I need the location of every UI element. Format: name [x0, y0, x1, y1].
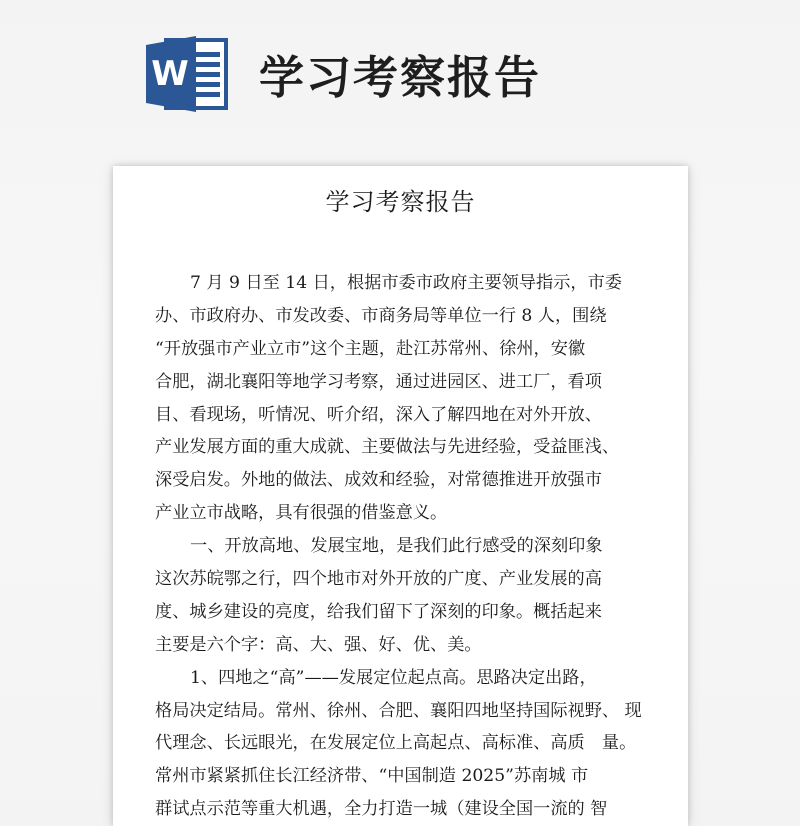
document-line: 常州市紧紧抓住长江经济带、“中国制造 2025”苏南城 市: [155, 766, 589, 787]
document-line: 度、城乡建设的亮度，给我们留下了深刻的印象。概括起来: [155, 601, 602, 622]
document-line: 目、看现场，听情况、听介绍，深入了解四地在对外开放、: [155, 404, 602, 425]
document-line: 一、开放高地、发展宝地，是我们此行感受的深刻印象: [190, 536, 603, 557]
document-line: 产业发展方面的重大成就、主要做法与先进经验，受益匪浅、: [155, 437, 620, 458]
document-line: 这次苏皖鄂之行，四个地市对外开放的广度、产业发展的高: [155, 569, 602, 590]
document-line: 主要是六个字：高、大、强、好、优、美。: [155, 634, 482, 655]
document-line: 格局决定结局。常州、徐州、合肥、襄阳四地坚持国际视野、 现: [155, 700, 642, 721]
document-page: [113, 166, 688, 826]
document-line: 合肥，湖北襄阳等地学习考察，通过进园区、进工厂，看项: [155, 371, 602, 392]
document-line: 7 月 9 日至 14 日，根据市委市政府主要领导指示，市委: [190, 273, 622, 293]
word-document-icon: [144, 34, 230, 114]
word-logo-letter: W: [151, 54, 189, 94]
document-line: 1、四地之“高”——发展定位起点高。思路决定出路，: [190, 667, 597, 688]
document-line: 产业立市战略，具有很强的借鉴意义。: [155, 503, 448, 524]
document-title: 学习考察报告: [325, 188, 476, 216]
header-banner: [0, 0, 800, 140]
document-line: 群试点示范等重大机遇，全力打造一城（建设全国一流的 智: [155, 799, 608, 820]
document-body: [155, 267, 655, 826]
header-title: 学习考察报告: [259, 51, 542, 104]
document-line: 深受启发。外地的做法、成效和经验，对常德推进开放强市: [155, 470, 602, 491]
document-line: 代理念、长远眼光，在发展定位上高起点、高标准、高质 量。: [155, 733, 637, 754]
document-line: “开放强市产业立市”这个主题，赴江苏常州、徐州，安徽: [155, 338, 586, 359]
document-line: 办、市政府办、市发改委、市商务局等单位一行 8 人，围绕: [155, 305, 607, 326]
